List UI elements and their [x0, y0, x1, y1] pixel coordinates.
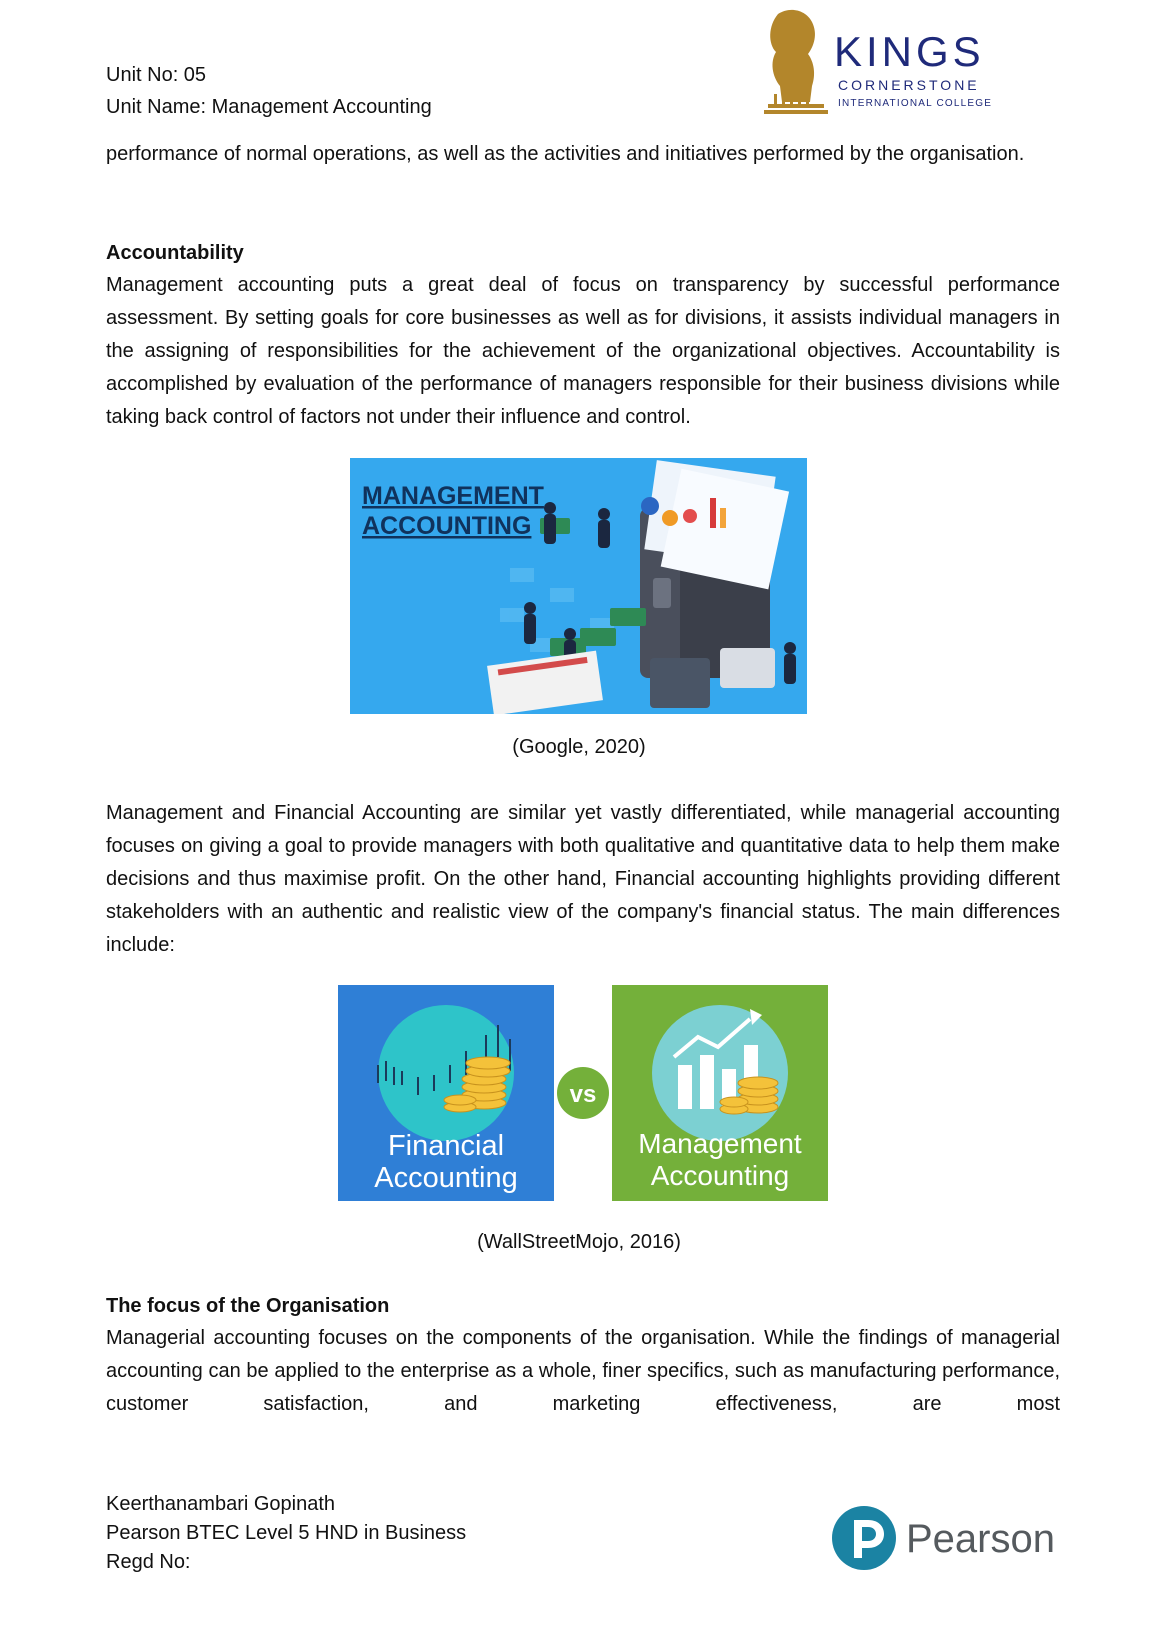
management-label-line1: Management	[638, 1128, 802, 1159]
vs-label: vs	[569, 1081, 597, 1108]
chart-dot-icon	[641, 497, 659, 515]
figure1-caption: (Google, 2020)	[512, 736, 646, 758]
focus-paragraph: Managerial accounting focuses on the components of the organisation. While the findings of managerial accounting can be applied to the enterprise as a whole, finer specifics, such as manufacturing performance, customer satisfaction, and marketing effectiveness, are most	[106, 1327, 1060, 1415]
kings-logo-line3: INTERNATIONAL COLLEGE	[838, 98, 992, 109]
financial-vs-management-figure	[338, 985, 828, 1201]
unit-name: Unit Name: Management Accounting	[106, 96, 432, 118]
kings-logo-line2: CORNERSTONE	[838, 77, 980, 93]
pearson-logo	[830, 1500, 1070, 1576]
pearson-logo-text: Pearson	[906, 1517, 1055, 1561]
accountability-heading: Accountability	[106, 242, 244, 264]
management-label-line2: Accounting	[650, 1160, 790, 1191]
figure2-caption: (WallStreetMojo, 2016)	[477, 1231, 681, 1253]
financial-label-line1: Financial	[387, 1130, 505, 1162]
intro-paragraph: performance of normal operations, as well as the activities and initiatives performed by the organisation.	[106, 143, 1025, 165]
kings-logo-name: KINGS	[834, 28, 985, 75]
figure1-title-line2: ACCOUNTING	[362, 512, 532, 540]
focus-heading: The focus of the Organisation	[106, 1295, 390, 1317]
pearson-p-icon	[832, 1506, 896, 1570]
kings-logo	[760, 6, 992, 120]
footer-author: Keerthanambari Gopinath	[106, 1493, 336, 1515]
unit-number: Unit No: 05	[106, 64, 207, 86]
lion-emblem-icon	[764, 10, 828, 114]
figure1-title-line1: MANAGEMENT	[362, 482, 544, 510]
financial-label-line2: Accounting	[374, 1162, 518, 1194]
accountability-paragraph: Management accounting puts a great deal of focus on transparency by successful performance assessment. By setting goals for core businesses as well as for divisions, it assists individual managers in the assigning of responsibilities for the achievement of the organizational objectives. Accountability is accomplished by evaluation of the performance of managers responsible for their business divisions while taking back control of factors not under their influence and control.	[106, 274, 1060, 428]
management-accounting-figure	[350, 458, 807, 714]
comparison-paragraph: Management and Financial Accounting are similar yet vastly differentiated, while managerial accounting focuses on giving a goal to provide managers with both qualitative and quantitative data to help them make decisions and thus maximise profit. On the other hand, Financial accounting highlights providing different stakeholders with an authentic and realistic view of the company's financial status. The main differences include:	[106, 802, 1060, 956]
calculator-icon	[650, 658, 710, 708]
laptop-icon	[720, 648, 775, 688]
footer-program: Pearson BTEC Level 5 HND in Business	[106, 1522, 467, 1544]
footer-regd: Regd No:	[106, 1551, 191, 1573]
